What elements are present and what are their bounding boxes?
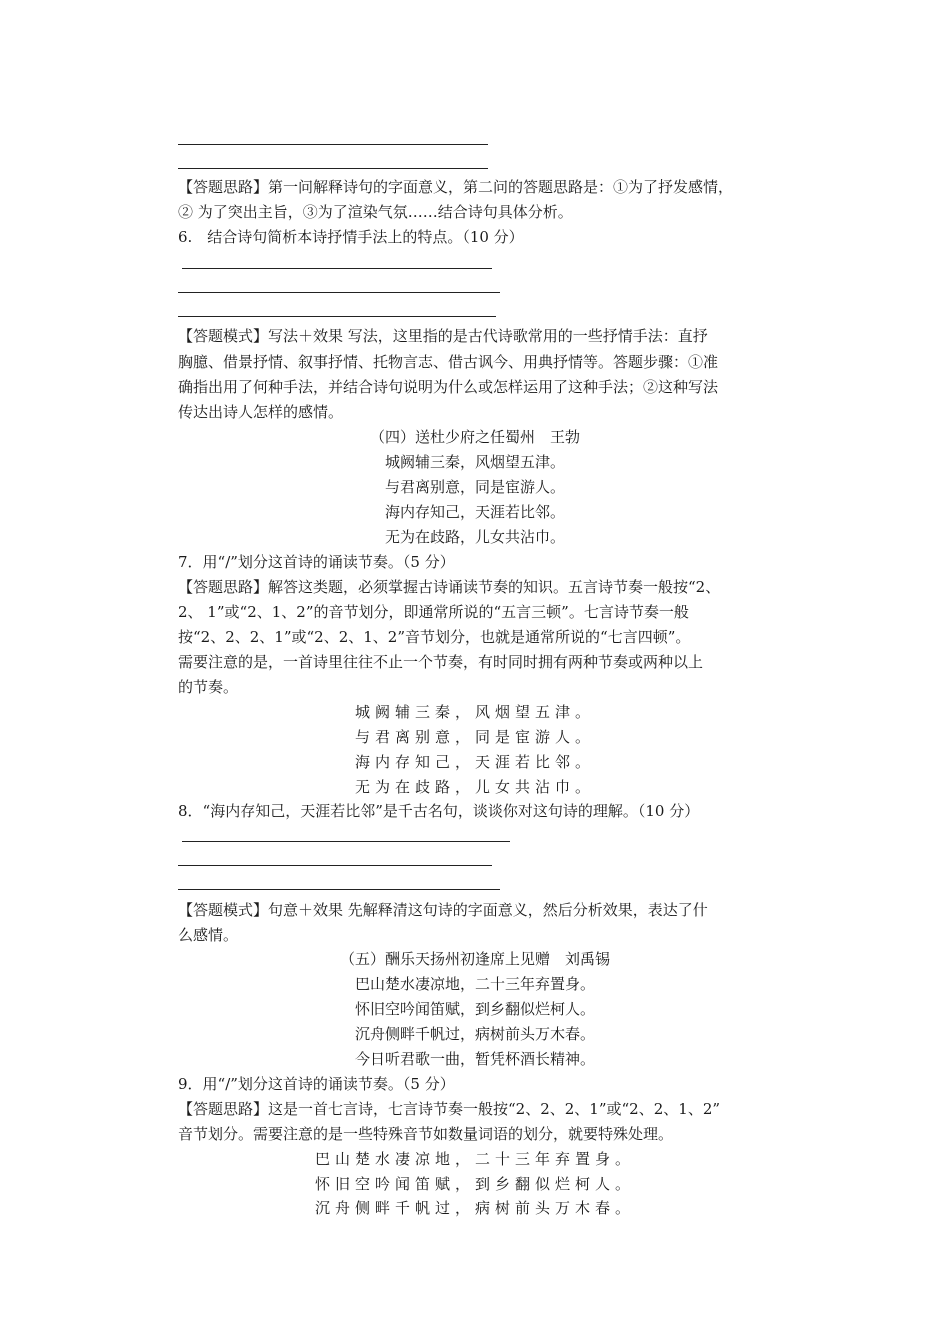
answer-line (182, 268, 492, 269)
rhythm-line: 怀旧空吟闻笛赋，到乡翻似烂柯人。 (314, 1175, 635, 1193)
poem-line: 与君离别意，同是宦游人。 (384, 478, 565, 496)
answer-mode-paragraph: 么感情。 (178, 926, 239, 944)
answer-mode-paragraph: 胸臆、借景抒情、叙事抒情、托物言志、借古讽今、用典抒情等。答题步骤：①准 (178, 353, 719, 371)
poem-line: 无为在歧路，儿女共沾巾。 (384, 528, 565, 546)
rhythm-line: 沉舟侧畔千帆过，病树前头万木春。 (314, 1199, 635, 1217)
question-8: 8．“海内存知己，天涯若比邻”是千古名句，谈谈你对这句诗的理解。（10 分） (178, 802, 700, 820)
poem-title: （五）酬乐天扬州初逢席上见赠 刘禹锡 (339, 950, 610, 968)
hint-paragraph: 【答题思路】解答这类题，必须掌握古诗诵读节奏的知识。五言诗节奏一般按“2、 (178, 578, 721, 596)
answer-line (178, 316, 496, 317)
answer-mode-paragraph: 传达出诗人怎样的感情。 (178, 403, 344, 421)
question-7: 7．用“/”划分这首诗的诵读节奏。（5 分） (178, 553, 455, 571)
hint-paragraph: ② 为了突出主旨，③为了渲染气氛……结合诗句具体分析。 (178, 203, 573, 221)
poem-line: 今日听君歌一曲，暂凭杯酒长精神。 (354, 1050, 595, 1068)
hint-paragraph: 音节划分。需要注意的是一些特殊音节如数量词语的划分，就要特殊处理。 (178, 1125, 674, 1143)
question-6: 6. 结合诗句简析本诗抒情手法上的特点。（10 分） (178, 228, 524, 246)
hint-paragraph: 2、 1”或“2、1、2”的音节划分，即通常所说的“五言三顿”。七言诗节奏一般 (178, 603, 689, 621)
poem-line: 怀旧空吟闻笛赋，到乡翻似烂柯人。 (354, 1000, 595, 1018)
rhythm-line: 海内存知己，天涯若比邻。 (354, 753, 595, 771)
question-9: 9．用“/”划分这首诗的诵读节奏。（5 分） (178, 1075, 455, 1093)
rhythm-line: 巴山楚水凄凉地，二十三年弃置身。 (314, 1150, 635, 1168)
answer-line (178, 168, 488, 169)
answer-mode-paragraph: 【答题模式】写法＋效果 写法，这里指的是古代诗歌常用的一些抒情手法：直抒 (178, 327, 708, 345)
answer-mode-paragraph: 确指出用了何种手法，并结合诗句说明为什么或怎样运用了这种手法；②这种写法 (178, 378, 719, 396)
answer-line (178, 889, 500, 890)
poem-line: 巴山楚水凄凉地，二十三年弃置身。 (354, 975, 595, 993)
answer-line (182, 841, 510, 842)
answer-line (178, 292, 500, 293)
rhythm-line: 城阙辅三秦，风烟望五津。 (354, 703, 595, 721)
poem-line: 城阙辅三秦，风烟望五津。 (384, 453, 565, 471)
answer-mode-paragraph: 【答题模式】句意＋效果 先解释清这句诗的字面意义，然后分析效果，表达了什 (178, 901, 708, 919)
answer-line (178, 865, 492, 866)
poem-line: 沉舟侧畔千帆过，病树前头万木春。 (354, 1025, 595, 1043)
poem-title: （四）送杜少府之任蜀州 王勃 (369, 428, 580, 446)
hint-paragraph: 【答题思路】这是一首七言诗，七言诗节奏一般按“2、2、2、1”或“2、2、1、2” (178, 1100, 721, 1118)
hint-paragraph: 【答题思路】第一问解释诗句的字面意义，第二问的答题思路是：①为了抒发感情， (178, 178, 734, 196)
hint-paragraph: 需要注意的是，一首诗里往往不止一个节奏，有时同时拥有两种节奏或两种以上 (178, 653, 704, 671)
poem-line: 海内存知己，天涯若比邻。 (384, 503, 565, 521)
rhythm-line: 与君离别意，同是宦游人。 (354, 728, 595, 746)
answer-line (178, 144, 488, 145)
hint-paragraph: 的节奏。 (178, 678, 239, 696)
hint-paragraph: 按“2、2、2、1”或“2、2、1、2”音节划分，也就是通常所说的“七言四顿”。 (178, 628, 691, 646)
rhythm-line: 无为在歧路，儿女共沾巾。 (354, 778, 595, 796)
